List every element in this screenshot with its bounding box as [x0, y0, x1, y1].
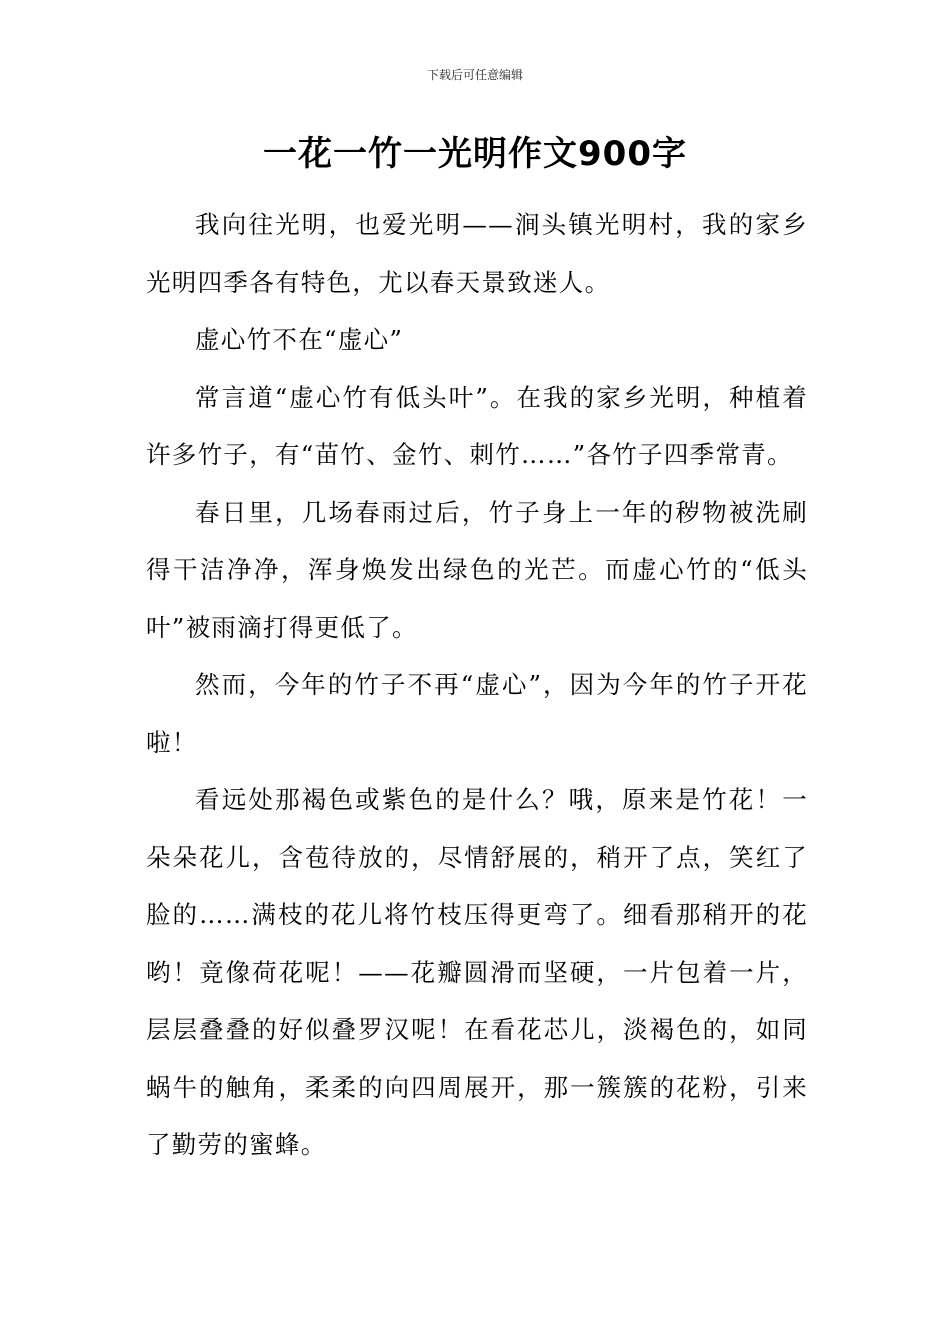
section-heading: 虚心竹不在“虚心”: [195, 325, 404, 354]
paragraph: 然而，今年的竹子不再“虚心”，因为今年的竹子开花啦！: [146, 670, 808, 757]
paragraph: 看远处那褐色或紫色的是什么？哦，原来是竹花！一朵朵花儿，含苞待放的，尽情舒展的，稍开了点，笑红了脸的……满枝的花儿将竹枝压得更弯了。细看那稍开的花哟！竟像荷花呢！——花瓣圆滑而坚硬，一片包着一片，层层叠叠的好似叠罗汉呢！在看花芯儿，淡褐色的，如同蜗牛的触角，柔柔的向四周展开，那一簇簇的花粉，引来了勤劳的蜜蜂。: [146, 785, 808, 1159]
page-title: 一花一竹一光明作文900字: [263, 134, 687, 174]
document-body: [146, 196, 808, 1174]
paragraph: 我向往光明，也爱光明——涧头镇光明村，我的家乡光明四季各有特色，尤以春天景致迷人。: [146, 210, 808, 297]
paragraph: 常言道“虚心竹有低头叶”。在我的家乡光明，种植着许多竹子，有“苗竹、金竹、刺竹……”各竹子四季常青。: [146, 382, 808, 469]
paragraph: 春日里，几场春雨过后，竹子身上一年的秽物被洗刷得干洁净净，浑身焕发出绿色的光芒。而虚心竹的“低头叶”被雨滴打得更低了。: [146, 497, 808, 642]
header-note: 下载后可任意编辑: [426, 68, 523, 82]
